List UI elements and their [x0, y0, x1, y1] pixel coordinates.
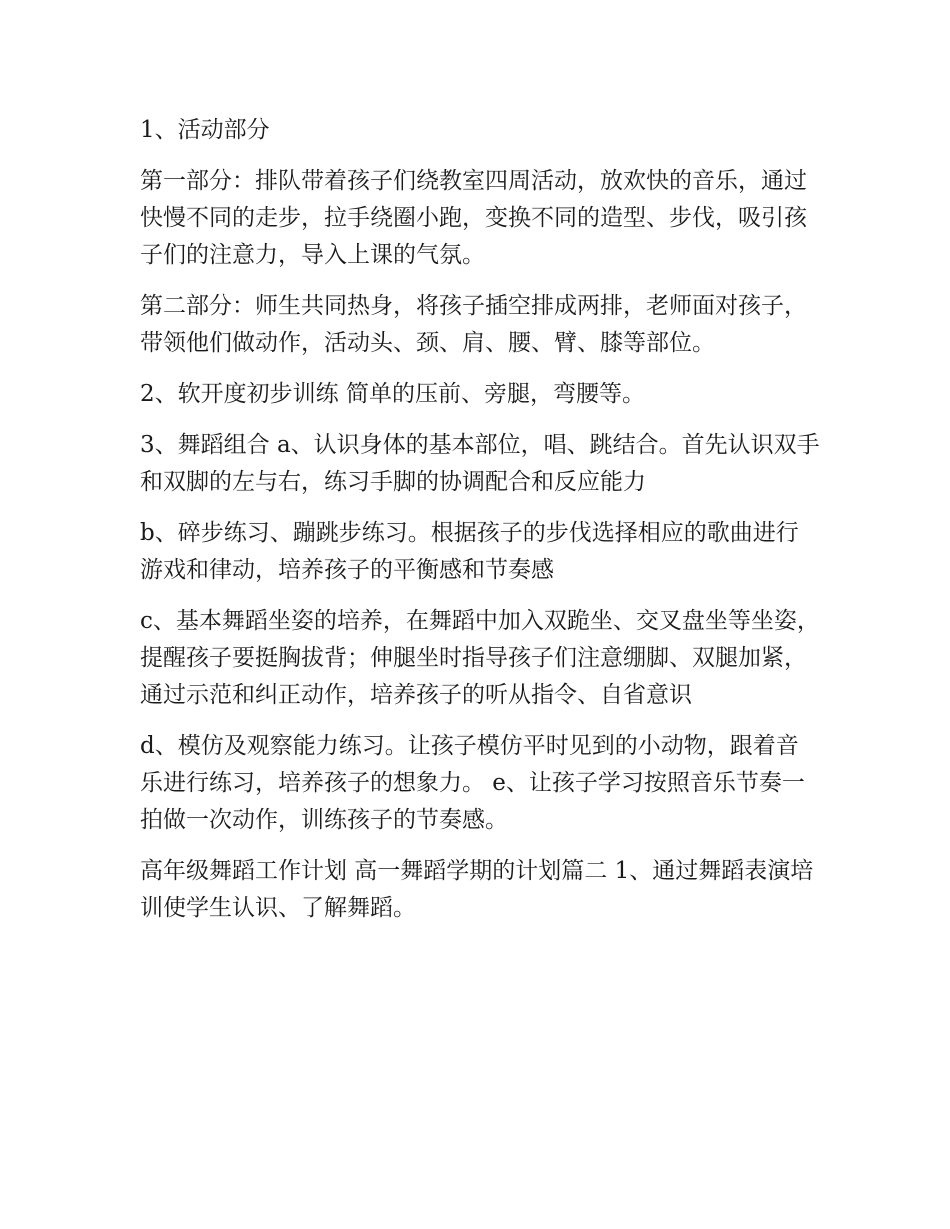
paragraph-senior-plan: 高年级舞蹈工作计划 高一舞蹈学期的计划篇二 1、通过舞蹈表演培训使学生认识、了解舞蹈。: [140, 858, 814, 921]
paragraph-item-c: c、基本舞蹈坐姿的培养，在舞蹈中加入双跪坐、交叉盘坐等坐姿，提醒孩子要挺胸拔背；伸腿坐时指导孩子们注意绷脚、双腿加紧，通过示范和纠正动作，培养孩子的听从指令、自省意识: [140, 608, 820, 708]
paragraph-item-b: b、碎步练习、蹦跳步练习。根据孩子的步伐选择相应的歌曲进行游戏和律动，培养孩子的平衡感和节奏感: [140, 520, 799, 583]
document-body: [140, 112, 820, 941]
paragraph-part-one: 第一部分：排队带着孩子们绕教室四周活动，放欢快的音乐，通过快慢不同的走步，拉手绕圈小跑，变换不同的造型、步伐，吸引孩子们的注意力，导入上课的气氛。: [140, 168, 807, 268]
paragraph-dance-combination-a: 3、舞蹈组合 a、认识身体的基本部位，唱、跳结合。首先认识双手和双脚的左与右，练习手脚的协调配合和反应能力: [140, 432, 820, 495]
heading-activity-section: 1、活动部分: [140, 117, 270, 143]
paragraph-item-d-e: d、模仿及观察能力练习。让孩子模仿平时见到的小动物，跟着音乐进行练习，培养孩子的想象力。 e、让孩子学习按照音乐节奏一拍做一次动作，训练孩子的节奏感。: [140, 733, 805, 833]
paragraph-part-two: 第二部分：师生共同热身，将孩子插空排成两排，老师面对孩子，带领他们做动作，活动头、颈、肩、腰、臂、膝等部位。: [140, 293, 807, 356]
paragraph-flexibility-training: 2、软开度初步训练 简单的压前、旁腿，弯腰等。: [140, 381, 645, 407]
